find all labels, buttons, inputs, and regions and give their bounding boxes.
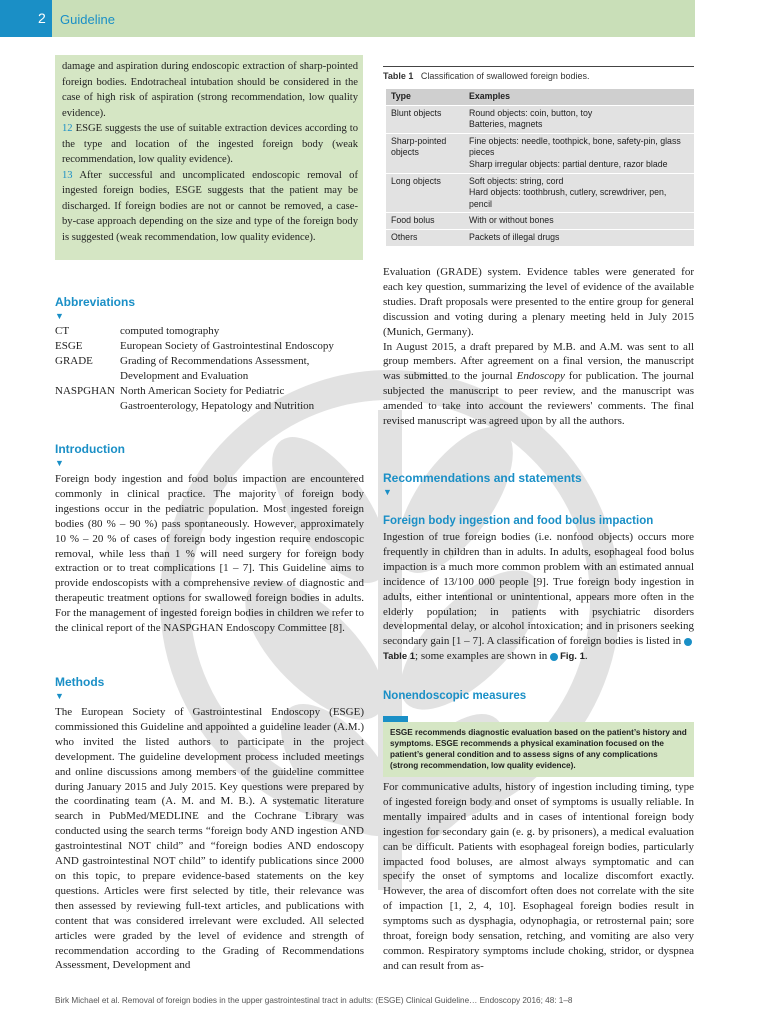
page-footer: Birk Michael et al. Removal of foreign bodies in the upper gastrointestinal tract in adults: (ESGE) Clinical Guideline… Endoscopy 2016; 48: 1–8 — [55, 996, 573, 1005]
introduction-paragraph: Foreign body ingestion and food bolus impaction are encountered commonly in clinical practice. The majority of foreign body ingestions occur in the pediatric population. Most ingested foreign bodies (80 % – 90 %) pass spontaneously. However, approximately 10 % – 20 % of cases of foreign body ingestion require endoscopic removal, while less than 1 % will need surgery for foreign body extraction or to treat complications [1 – 7]. This Guideline aims to provide endoscopists with a comprehensive review of diagnostic and therapeutic treatment options for swallowed foreign bodies in adults. For the management of ingested foreign bodies in children we refer to the clinical report of the NASPGHAN Endoscopy Committee [8]. — [55, 473, 364, 635]
table1-examples-cell — [464, 133, 694, 173]
table1-example: Fine objects: needle, toothpick, bone, safety-pin, glass pieces — [469, 135, 681, 158]
table1-row — [386, 229, 694, 246]
table1-example: Packets of illegal drugs — [469, 231, 560, 242]
table1-type-cell: Others — [386, 229, 464, 246]
introduction-heading: Introduction — [55, 442, 125, 456]
table1-header-row — [386, 89, 694, 105]
page-number-tab — [0, 0, 52, 37]
table1-rule — [383, 66, 694, 67]
table1-row — [386, 173, 694, 213]
abbreviations-heading: Abbreviations — [55, 295, 136, 309]
table1-example: Batteries, magnets — [469, 119, 543, 130]
table1-type-cell: Long objects — [386, 173, 464, 213]
recommendation-12-text: ESGE suggests the use of suitable extraction devices according to the type and location of the ingested foreign body (weak recommendation, low quality evidence). — [62, 123, 358, 165]
table1-caption — [383, 71, 589, 81]
recommendation-13-number: 13 — [62, 169, 73, 181]
table1-examples-cell — [464, 173, 694, 213]
table1-header-examples: Examples — [464, 89, 694, 105]
table1-type-cell: Blunt objects — [386, 105, 464, 133]
table1-row — [386, 105, 694, 133]
journal-name: Endoscopy — [516, 370, 565, 383]
table1-example: Hard objects: toothbrush, cutlery, screwdriver, pen, pencil — [469, 187, 667, 209]
abbreviation-row — [55, 324, 365, 339]
foreign-body-text: Ingestion of true foreign bodies (i.e. nonfood objects) occurs more frequently in children than in adults. In adults, esophageal food bolus impaction is a much more common problem with an estimated annual incidence of 13/100 000 people [9]. True foreign body ingestion in adults, either intentional or unintentional, appears more often in the elderly population; in patients with psychiatric disorders developmental delay, or alcohol intoxication; and in prisoners seeking secondary gain [1 – 7]. A classification of foreign bodies is listed in — [383, 531, 694, 648]
abbreviation-definition: computed tomography — [120, 325, 220, 337]
recommendation-13 — [62, 168, 358, 246]
abbreviation-term: CT — [55, 325, 70, 337]
figure1-link[interactable]: Fig. 1 — [560, 651, 585, 663]
abbreviation-row — [55, 384, 365, 414]
abbreviations-triangle-icon: ▼ — [55, 311, 64, 321]
foreign-body-text-mid: ; some examples are shown in — [415, 650, 548, 663]
recommendation-continuation: damage and aspiration during endoscopic extraction of sharp-pointed foreign bodies. Endotracheal intubation should be considered in the case of high risk of aspiration (strong recommendation, low quality evidence). — [62, 61, 358, 119]
methods-heading: Methods — [55, 675, 105, 689]
table1-example: Round objects: coin, button, toy — [469, 107, 593, 118]
table1-row — [386, 133, 694, 173]
abbreviation-term: NASPGHAN — [55, 384, 115, 397]
communicative-paragraph: For communicative adults, history of ingestion including timing, type of ingested foreign body and onset of symptoms is usually reliable. In mentally impaired adults and in cases of intentional foreign body ingestion for secondary gain (e. g. by prisoners), a medical evaluation can be difficult. Patients with esophageal foreign bodies, particularly impacted food boluses, are almost always symptomatic and can specify the onset of symptoms and localize discomfort exactly. However, the area of discomfort often does not correlate with the site of impaction [1, 2, 4, 10]. Esophageal foreign bodies result in symptoms such as dysphagia, odynophagia, or retrosternal pain; sore throat, foreign body sensation, retching, and vomiting are also very common. Respiratory symptoms include choking, stridor, or dyspnea and can result from as- — [383, 781, 694, 972]
august-paragraph — [383, 340, 694, 429]
abbreviation-definition: Grading of Recommendations Assessment, Development and Evaluation — [120, 354, 310, 382]
introduction-triangle-icon: ▼ — [55, 458, 64, 468]
table1-example: Soft objects: string, cord — [469, 175, 564, 186]
table1-caption-text: Classification of swallowed foreign bodies. — [420, 71, 590, 81]
foreign-body-text-end: . — [584, 650, 588, 663]
methods-body — [55, 705, 364, 973]
august-text-end: for publication. The journal subjected the manuscript to peer review, and the manuscript was amended to take into account the reviewers' comments. The final revised manuscript was agreed upon by all the authors. — [383, 370, 694, 428]
foreign-body-paragraph — [383, 530, 694, 665]
recommendations-triangle-icon: ▼ — [383, 487, 392, 497]
table1-header-type: Type — [386, 89, 464, 105]
abbreviation-term: ESGE — [55, 339, 83, 352]
methods-triangle-icon: ▼ — [55, 691, 64, 701]
table1 — [386, 89, 694, 247]
table1-example: Sharp irregular objects: partial denture, razor blade — [469, 158, 668, 169]
table1-row — [386, 213, 694, 230]
nonendoscopic-heading: Nonendoscopic measures — [383, 690, 527, 702]
table1-example: With or without bones — [469, 215, 554, 226]
introduction-body — [55, 472, 364, 636]
table1-type-cell: Food bolus — [386, 213, 464, 230]
recommendation-13-text: After successful and uncomplicated endoscopic removal of ingested foreign bodies, ESGE suggests that the patient may be discharged. If foreign bodies are not or cannot be removed, a case-by-case approach depending on the size and type of the foreign body is suggested (weak recommendation, low quality evidence). — [62, 169, 358, 243]
table1-type-cell: Sharp-pointed objects — [386, 133, 464, 173]
recommendation-12 — [62, 121, 358, 168]
foreign-body-heading: Foreign body ingestion and food bolus impaction — [383, 515, 654, 527]
table1-link[interactable]: Table 1 — [383, 651, 416, 663]
abbreviation-term: GRADE — [55, 354, 93, 367]
abbreviation-definition: North American Society for Pediatric Gastroenterology, Hepatology and Nutrition — [120, 384, 315, 412]
august-text-start: In August 2015, a draft prepared by M.B. and A.M. was sent to all group members. After agreement on a final version, the manuscript was submitted to the journal — [383, 340, 694, 383]
page-header — [0, 0, 695, 37]
right-column-top — [383, 265, 694, 429]
page-number: 2 — [38, 10, 46, 26]
abbreviation-row — [55, 354, 365, 384]
table1-examples-cell — [464, 213, 694, 230]
figure-ref-icon — [550, 653, 558, 661]
abbreviation-definition: European Society of Gastrointestinal Endoscopy — [120, 339, 334, 352]
recommendations-heading: Recommendations and statements — [383, 471, 582, 485]
table1-examples-cell — [464, 229, 694, 246]
table1-label: Table 1 — [383, 71, 414, 81]
statement-text: ESGE recommends diagnostic evaluation based on the patient’s history and symptoms. ESGE recommends a physical examination focused on the patient’s general condition and to assess signs of any complications (strong recommendation, low quality evidence). — [390, 728, 687, 770]
evaluation-paragraph: Evaluation (GRADE) system. Evidence tables were generated for each key question, summarizing the level of evidence of the available studies. Draft proposals were presented to the entire group for general discussion and voting during a plenary meeting held in July 2015 (Munich, Germany). — [383, 266, 694, 338]
foreign-body-body — [383, 530, 694, 665]
recommendation-12-number: 12 — [62, 123, 73, 134]
abbreviation-row — [55, 339, 365, 354]
recommendation-text — [62, 59, 358, 245]
abbreviations-list — [55, 324, 365, 413]
table1-examples-cell — [464, 105, 694, 133]
table-ref-icon — [684, 638, 692, 646]
methods-paragraph: The European Society of Gastrointestinal Endoscopy (ESGE) commissioned this Guideline and appointed a guideline leader (A.M.) who invited the listed authors to participate in the project development. The guideline development process included meetings and online discussions among members of the guideline committee during January 2015 and July 2015. Key questions were prepared by the coordinating team (A. M. and M. B.). A systematic literature search in PubMed/MEDLINE and the Cochrane Library was conducted using the search terms “foreign body AND ingestion AND gastrointestinal NOT child” and “foreign bodies AND endoscopy AND gastrointestinal NOT child” to identify publications since 2000 on this topic, to prepare evidence-based statements on the key questions. Articles were first selected by title, their relevance was then assessed by reviewing full-text articles, and publications with content that was considered irrelevant were excluded. All selected articles were graded by the level of evidence and strength of recommendation according to the Grading of Recommendations Assessment, Development and — [55, 706, 364, 972]
communicative-body — [383, 780, 694, 974]
section-title: Guideline — [60, 12, 115, 27]
